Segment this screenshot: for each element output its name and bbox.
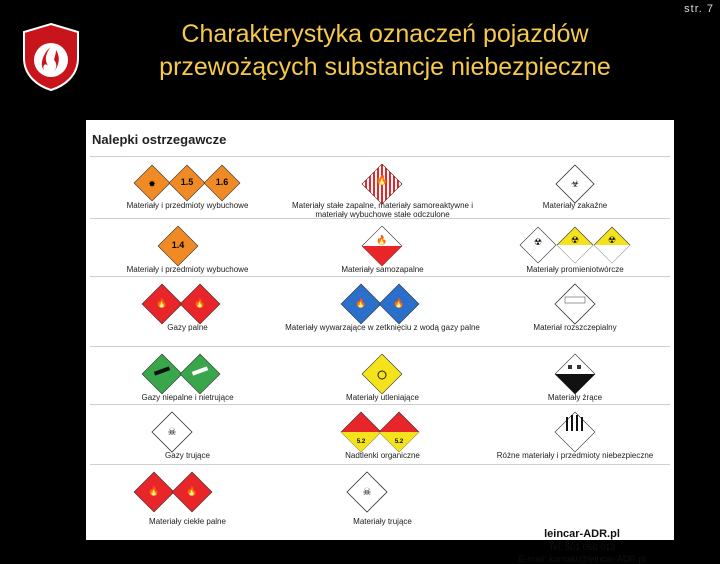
label-text: Materiały samozapalne	[341, 265, 424, 274]
pyrophoric-diamond	[285, 223, 480, 267]
svg-text:☢: ☢	[533, 238, 543, 248]
warning-labels-panel	[86, 120, 674, 564]
cell-explosives-1	[90, 157, 285, 218]
label-text: Gazy palne	[167, 323, 208, 332]
infectious-diamond	[480, 161, 670, 205]
d52-label-a: 5.2	[356, 439, 366, 445]
cell-dangerous-when-wet	[285, 277, 480, 346]
cell-non-flammable-gas	[90, 347, 285, 404]
dangerous-when-wet-diamonds	[285, 281, 480, 325]
svg-text:☢: ☢	[607, 236, 617, 246]
label-text: Materiały zakaźne	[542, 201, 608, 210]
svg-text:☠: ☠	[167, 427, 177, 438]
cell-explosives-2	[90, 219, 285, 276]
explosives-1-4-diamond	[90, 223, 285, 267]
cell-flammable-solids	[285, 157, 480, 218]
d52-label-b: 5.2	[394, 439, 404, 445]
cell-flammable-liquid	[90, 465, 285, 540]
cell-organic-peroxide	[285, 405, 480, 464]
svg-text:✸: ✸	[148, 179, 156, 189]
label-text: Materiały stałe zapalne, materiały samoreaktywne i materiały wybuchowe stałe odczulone	[292, 201, 473, 219]
label-text: Materiały utleniające	[346, 393, 419, 402]
cell-infectious	[480, 157, 670, 218]
label-text: Różne materiały i przedmioty niebezpieczne	[496, 451, 654, 460]
cell-pyrophoric	[285, 219, 480, 276]
svg-text:🔥: 🔥	[186, 486, 198, 496]
radioactive-diamonds	[480, 223, 670, 267]
fire-brigade-logo	[20, 22, 82, 92]
label-text: Materiały wywarzające w zetknięciu z wodą gazy palne	[285, 323, 480, 332]
flammable-liquid-diamonds	[90, 469, 285, 513]
d16-label: 1.6	[215, 177, 229, 187]
cell-toxic-gas	[90, 405, 285, 464]
svg-text:🔥: 🔥	[393, 298, 405, 308]
panel-title: Nalepki ostrzegawcze	[92, 132, 227, 147]
fissile-diamond	[480, 281, 670, 325]
svg-text:☣: ☣	[570, 179, 580, 190]
toxic-gas-diamond	[90, 409, 285, 453]
table-row	[90, 276, 670, 346]
labels-grid	[90, 156, 670, 564]
cell-flammable-gas	[90, 277, 285, 346]
company-name: leincar-ADR.pl	[544, 528, 620, 540]
d15-label: 1.5	[180, 177, 194, 187]
page-number: str. 7	[684, 3, 714, 15]
table-row	[90, 218, 670, 276]
oxidizer-diamond	[285, 351, 480, 395]
label-text: Materiał rozszczepialny	[533, 323, 617, 332]
table-row	[90, 404, 670, 464]
svg-text:☠: ☠	[362, 487, 372, 498]
phone-number: Tel. 501 060 013	[548, 542, 616, 552]
svg-text:☢: ☢	[570, 236, 580, 246]
svg-text:🔥: 🔥	[156, 298, 168, 308]
cell-miscellaneous	[480, 405, 670, 464]
explosives-1-5-1-6-diamonds	[90, 161, 285, 205]
label-text: Gazy niepalne i nietrujące	[141, 393, 234, 402]
label-text: Materiały żrące	[547, 393, 603, 402]
label-text: Materiały i przedmioty wybuchowe	[126, 265, 249, 274]
email-address: E-mail: kontakt@leincar-ADR.pl	[518, 554, 646, 564]
label-text: Materiały i przedmioty wybuchowe	[126, 201, 249, 210]
svg-text:🔥: 🔥	[355, 298, 367, 308]
slide-header	[0, 0, 720, 112]
table-row	[90, 346, 670, 404]
svg-text:🔥: 🔥	[375, 175, 389, 186]
slide-title: Charakterystyka oznaczeń pojazdów przewożących substancje niebezpieczne	[159, 20, 611, 81]
miscellaneous-diamond	[480, 409, 670, 453]
svg-text:🔥: 🔥	[148, 486, 160, 496]
cell-fissile	[480, 277, 670, 346]
cell-oxidizer	[285, 347, 480, 404]
svg-text:🔥: 🔥	[194, 298, 206, 308]
d14-label: 1.4	[171, 240, 185, 250]
label-text: Nadtlenki organiczne	[345, 451, 420, 460]
cell-radioactive	[480, 219, 670, 276]
label-text: Gazy trujące	[165, 451, 210, 460]
contact-block	[490, 528, 674, 564]
label-text: Materiały trujące	[353, 517, 412, 526]
svg-text:🔥: 🔥	[376, 235, 388, 245]
label-text: Materiały ciekłe palne	[149, 517, 226, 526]
flammable-gas-diamonds	[90, 281, 285, 325]
toxic-diamond	[285, 469, 480, 513]
organic-peroxide-diamonds	[285, 409, 480, 453]
table-row	[90, 156, 670, 218]
flammable-solid-diamond	[285, 161, 480, 205]
non-flammable-gas-diamonds	[90, 351, 285, 395]
cell-toxic	[285, 465, 480, 540]
cell-corrosive	[480, 347, 670, 404]
corrosive-diamond	[480, 351, 670, 395]
label-text: Materiały promieniotwórcze	[526, 265, 624, 274]
